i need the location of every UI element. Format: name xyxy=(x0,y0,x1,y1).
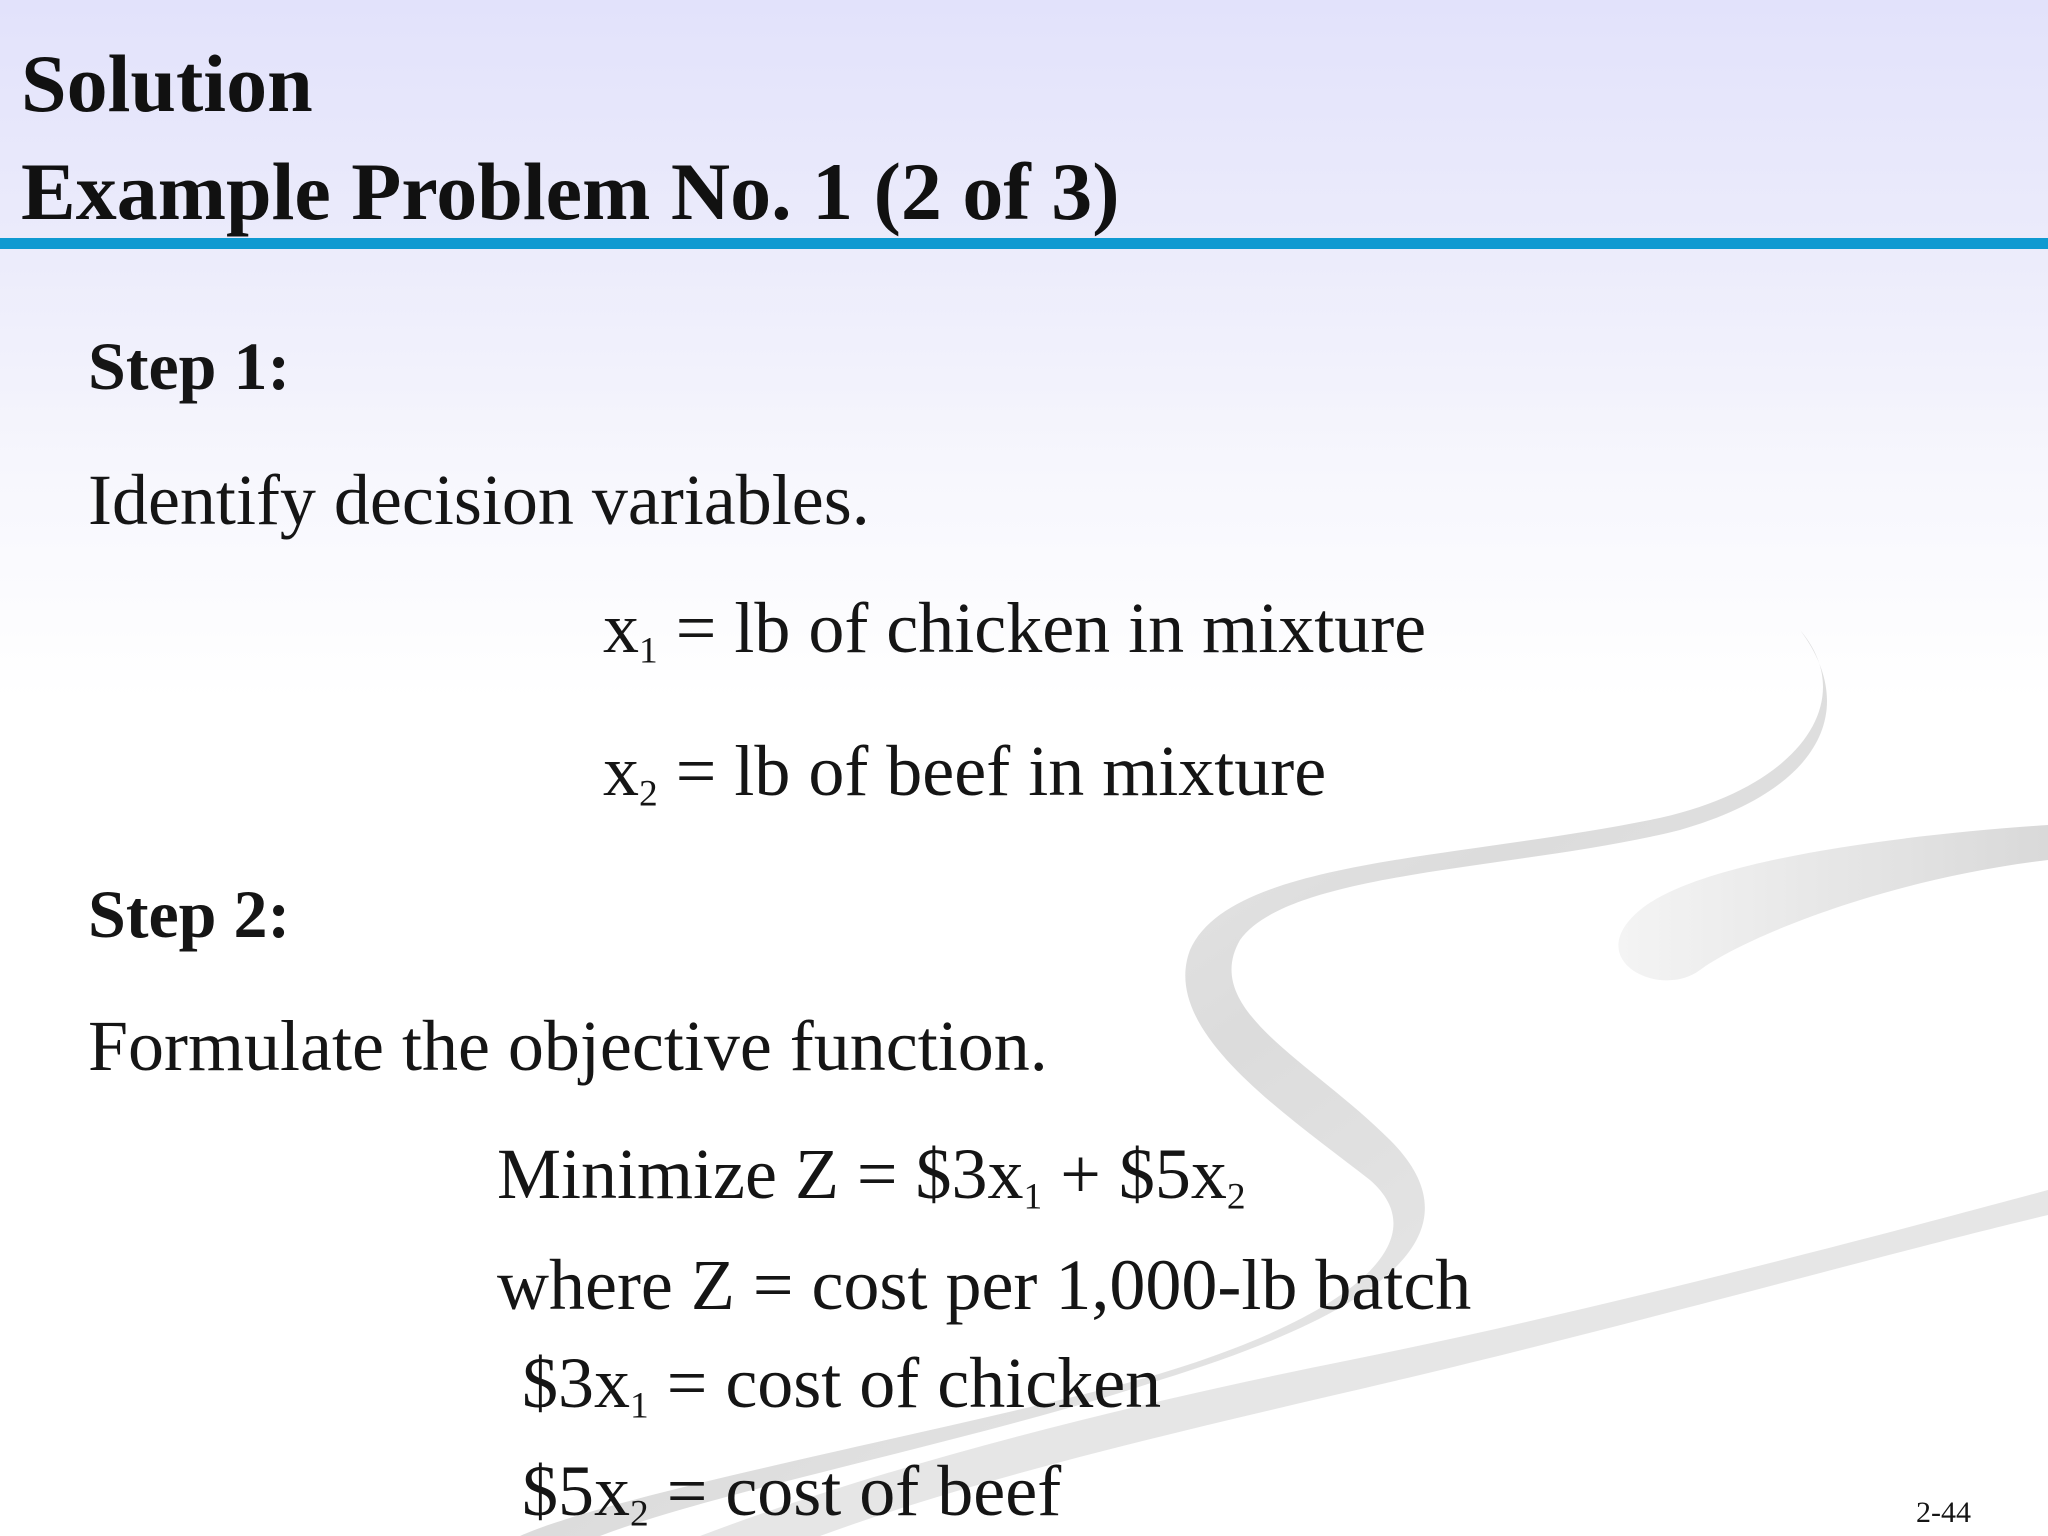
title-divider xyxy=(0,238,2048,249)
var-definition: = lb of beef in mixture xyxy=(657,731,1327,811)
var-symbol: x xyxy=(603,731,639,811)
where-definition: where Z = cost per 1,000-lb batch xyxy=(497,1245,1472,1325)
objective-subscript-2: 2 xyxy=(1226,1176,1246,1218)
step1-heading: Step 1: xyxy=(88,328,291,404)
cost-definition-beef xyxy=(522,1451,1062,1535)
decision-variable-x1 xyxy=(603,588,1427,672)
page-number: 2-44 xyxy=(1916,1496,1971,1529)
step2-text: Formulate the objective function. xyxy=(88,1006,1048,1086)
objective-part-1: Minimize Z = $3x xyxy=(497,1134,1024,1214)
objective-function xyxy=(497,1134,1246,1218)
cost-definition: = cost of chicken xyxy=(648,1343,1162,1423)
objective-part-2: + $5x xyxy=(1042,1134,1227,1214)
objective-subscript-1: 1 xyxy=(1023,1176,1043,1218)
cost-term: $3x xyxy=(522,1343,630,1423)
var-symbol: x xyxy=(603,588,639,668)
cost-term: $5x xyxy=(522,1451,630,1531)
title-block xyxy=(21,30,1120,246)
cost-definition-chicken xyxy=(522,1343,1162,1427)
decision-variable-x2 xyxy=(603,731,1327,815)
var-subscript: 1 xyxy=(639,630,658,672)
step1-text: Identify decision variables. xyxy=(88,460,870,540)
cost-subscript: 2 xyxy=(630,1493,649,1535)
cost-definition: = cost of beef xyxy=(648,1451,1062,1531)
var-definition: = lb of chicken in mixture xyxy=(657,588,1427,668)
cost-subscript: 1 xyxy=(630,1385,649,1427)
var-subscript: 2 xyxy=(639,773,658,815)
slide-title-line-2: Example Problem No. 1 (2 of 3) xyxy=(21,146,1120,237)
step2-heading: Step 2: xyxy=(88,876,291,952)
slide-title-line-1: Solution xyxy=(21,38,313,129)
